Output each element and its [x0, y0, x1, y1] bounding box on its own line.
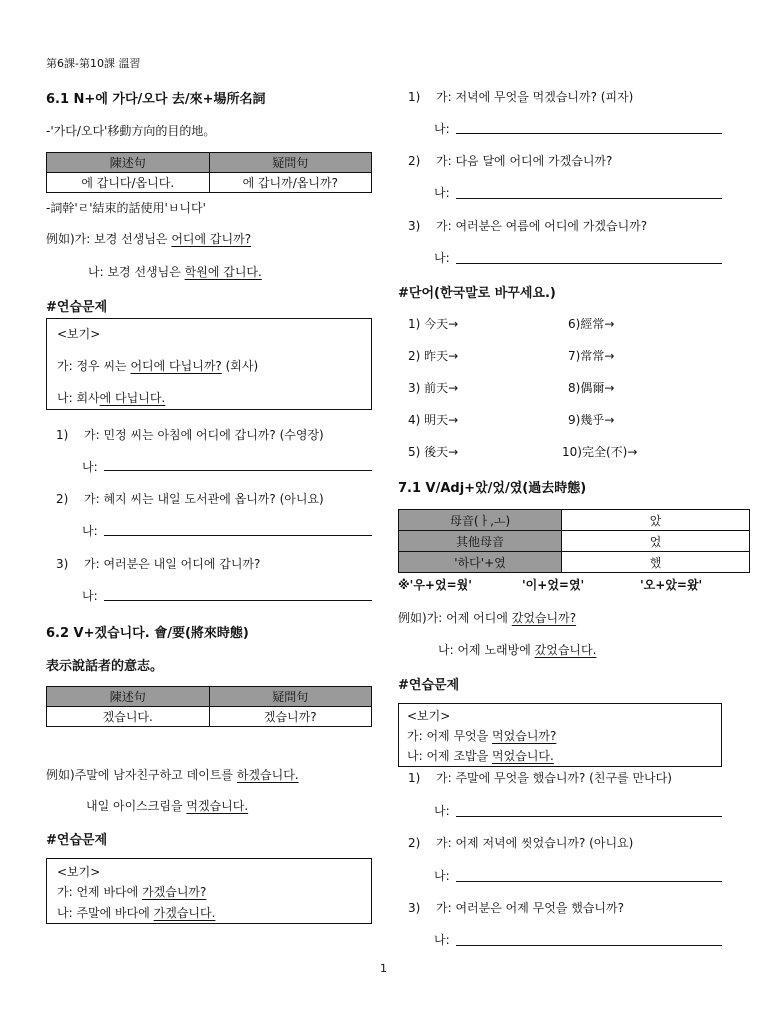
grammar-table-7-1 [398, 509, 750, 573]
answer-blank[interactable] [456, 198, 722, 199]
table-cell: 겠습니다. [47, 707, 210, 727]
question-item [56, 490, 324, 507]
question-item [408, 88, 633, 105]
box-line [407, 727, 556, 744]
example-text: 例如)가: 보경 선생님은 [46, 232, 172, 246]
example-text: 例如)가: 어제 어디에 [398, 611, 512, 625]
question-number: 2) [408, 836, 421, 850]
box-text: 가: 언제 바다에 [57, 885, 143, 899]
vocab-item: 5) 後天→ [408, 445, 459, 459]
vocab-item: 8)偶爾→ [568, 381, 615, 395]
box-underlined: 에 다닙니다. [99, 391, 166, 405]
answer-blank[interactable] [456, 816, 722, 817]
box-text: (회사) [221, 359, 259, 373]
example-line [398, 609, 576, 626]
box-text: 나: 주말에 바다에 [57, 906, 154, 920]
question-number: 3) [408, 901, 421, 915]
example-line [46, 766, 299, 783]
vocab-item: 1) 今天→ [408, 317, 459, 331]
example-text: 나: 어제 노래방에 [438, 643, 535, 657]
answer-label: 나: [434, 186, 450, 200]
example-line [46, 230, 251, 247]
box-line [57, 357, 258, 374]
vocab-heading: #단어(한국말로 바꾸세요.) [398, 286, 556, 301]
box-title: <보기> [57, 327, 101, 341]
box-underlined: 어디에 다닙니까? [130, 359, 222, 373]
box-underlined: 가겠습니까? [142, 885, 207, 899]
table-header: 疑問句 [209, 687, 372, 707]
practice-heading: #연습문제 [46, 833, 108, 848]
grammar-table-6-2 [46, 686, 372, 727]
question-text: 가: 여러분은 어제 무엇을 했습니까? [436, 901, 624, 915]
example-box [398, 703, 722, 767]
table-key: 其他母音 [399, 531, 562, 552]
table-value: 았 [562, 510, 750, 531]
table-key: 母音(ㅏ,ㅗ) [399, 510, 562, 531]
table-cell: 에 갑니다/옵니다. [47, 173, 210, 193]
question-number: 2) [56, 492, 69, 506]
question-text: 가: 주말에 무엇을 했습니까? (친구를 만나다) [436, 771, 672, 785]
box-line [57, 389, 165, 406]
example-text: 例如)주말에 남자친구하고 데이트를 [46, 768, 237, 782]
box-underlined: 가겠습니다. [153, 906, 216, 920]
answer-label: 나: [82, 524, 98, 538]
example-line [86, 797, 248, 814]
box-line [57, 883, 206, 900]
answer-row [434, 249, 450, 266]
contraction-note: '이+었=였' [522, 578, 585, 592]
table-header: 陳述句 [47, 687, 210, 707]
example-text: 내일 아이스크림을 [86, 799, 187, 813]
answer-blank[interactable] [104, 535, 372, 536]
question-text: 가: 다음 달에 어디에 가겠습니까? [436, 154, 613, 168]
example-box [46, 858, 372, 924]
question-text: 가: 어제 저녁에 씻었습니까? (아니요) [436, 836, 634, 850]
answer-label: 나: [434, 804, 450, 818]
section-desc-6-2: 表示說話者的意志。 [46, 659, 164, 674]
question-item [408, 834, 633, 851]
question-number: 3) [56, 557, 69, 571]
answer-label: 나: [434, 933, 450, 947]
box-text: 가: 어제 무엇을 [407, 729, 493, 743]
grammar-table-6-1 [46, 152, 372, 193]
example-underlined: 갔었습니다. [534, 643, 597, 657]
answer-label: 나: [434, 869, 450, 883]
example-box [46, 318, 372, 410]
question-number: 1) [408, 90, 421, 104]
question-text: 가: 저녁에 무엇을 먹겠습니까? (피자) [436, 90, 634, 104]
box-text: 가: 정우 씨는 [57, 359, 131, 373]
practice-heading: #연습문제 [398, 678, 460, 693]
answer-row [434, 184, 450, 201]
vocab-item: 10)完全(不)→ [562, 445, 638, 459]
answer-row [434, 120, 450, 137]
example-underlined: 먹겠습니다. [186, 799, 249, 813]
vocab-item: 2) 昨天→ [408, 349, 459, 363]
example-line [438, 641, 596, 658]
question-text: 가: 민정 씨는 아침에 어디에 갑니까? (수영장) [84, 428, 324, 442]
example-underlined: 학원에 갑니다. [184, 265, 262, 279]
grammar-note: -詞幹'ㄹ'結束的話使用'ㅂ니다' [46, 201, 206, 215]
example-underlined: 하겠습니다. [236, 768, 299, 782]
page-header: 第6課-第10課 溫習 [46, 57, 141, 70]
question-number: 3) [408, 219, 421, 233]
box-line [407, 747, 554, 764]
answer-blank[interactable] [456, 945, 722, 946]
answer-row [82, 587, 98, 604]
vocab-item: 3) 前天→ [408, 381, 459, 395]
answer-row [434, 867, 450, 884]
example-underlined: 갔었습니까? [511, 611, 577, 625]
question-item [56, 555, 260, 572]
table-value: 했 [562, 552, 750, 573]
answer-row [434, 931, 450, 948]
question-number: 1) [408, 771, 421, 785]
answer-blank[interactable] [104, 470, 372, 471]
vocab-item: 6)經常→ [568, 317, 615, 331]
question-text: 가: 여러분은 여름에 어디에 가겠습니까? [436, 219, 648, 233]
example-text: 나: 보경 선생님은 [88, 265, 185, 279]
question-item [408, 152, 612, 169]
box-title: <보기> [407, 709, 451, 723]
question-item [56, 426, 324, 443]
answer-row [82, 458, 98, 475]
page-number: 1 [380, 962, 387, 975]
practice-heading: #연습문제 [46, 300, 108, 315]
section-title-6-2: 6.2 V+겠습니다. 會/要(將來時態) [46, 626, 249, 641]
box-underlined: 먹었습니까? [492, 729, 557, 743]
box-line [57, 904, 215, 921]
contraction-note: ※'우+었=웠' [398, 578, 472, 592]
section-title-7-1: 7.1 V/Adj+았/었/였(過去時態) [398, 481, 587, 496]
table-key: '하다'+였 [399, 552, 562, 573]
vocab-item: 9)幾乎→ [568, 413, 615, 427]
question-number: 1) [56, 428, 69, 442]
table-header: 陳述句 [47, 153, 210, 173]
vocab-item: 4) 明天→ [408, 413, 459, 427]
contraction-note: '오+았=왔' [640, 578, 703, 592]
question-item [408, 217, 647, 234]
answer-row [82, 522, 98, 539]
table-header: 疑問句 [209, 153, 372, 173]
box-text: 나: 어제 조밥을 [407, 749, 493, 763]
answer-blank[interactable] [456, 133, 722, 134]
vocab-item: 7)常常→ [568, 349, 615, 363]
answer-blank[interactable] [456, 263, 722, 264]
example-line [88, 263, 262, 280]
example-underlined: 어디에 갑니까? [171, 232, 252, 246]
question-item [408, 899, 624, 916]
section-desc-6-1: -'가다/오다'移動方向的目的地。 [46, 124, 216, 138]
answer-blank[interactable] [104, 600, 372, 601]
question-item [408, 769, 672, 786]
answer-label: 나: [82, 460, 98, 474]
question-text: 가: 혜지 씨는 내일 도서관에 옵니까? (아니요) [84, 492, 324, 506]
answer-label: 나: [434, 122, 450, 136]
box-text: 나: 회사 [57, 391, 100, 405]
answer-label: 나: [434, 251, 450, 265]
section-title-6-1: 6.1 N+에 가다/오다 去/來+場所名詞 [46, 92, 266, 107]
table-value: 었 [562, 531, 750, 552]
question-number: 2) [408, 154, 421, 168]
box-underlined: 먹었습니다. [492, 749, 554, 763]
answer-row [434, 802, 450, 819]
table-cell: 에 갑니까/옵니까? [209, 173, 372, 193]
answer-blank[interactable] [456, 881, 722, 882]
box-title: <보기> [57, 865, 101, 879]
table-cell: 겠습니까? [209, 707, 372, 727]
question-text: 가: 여러분은 내일 어디에 갑니까? [84, 557, 261, 571]
answer-label: 나: [82, 589, 98, 603]
